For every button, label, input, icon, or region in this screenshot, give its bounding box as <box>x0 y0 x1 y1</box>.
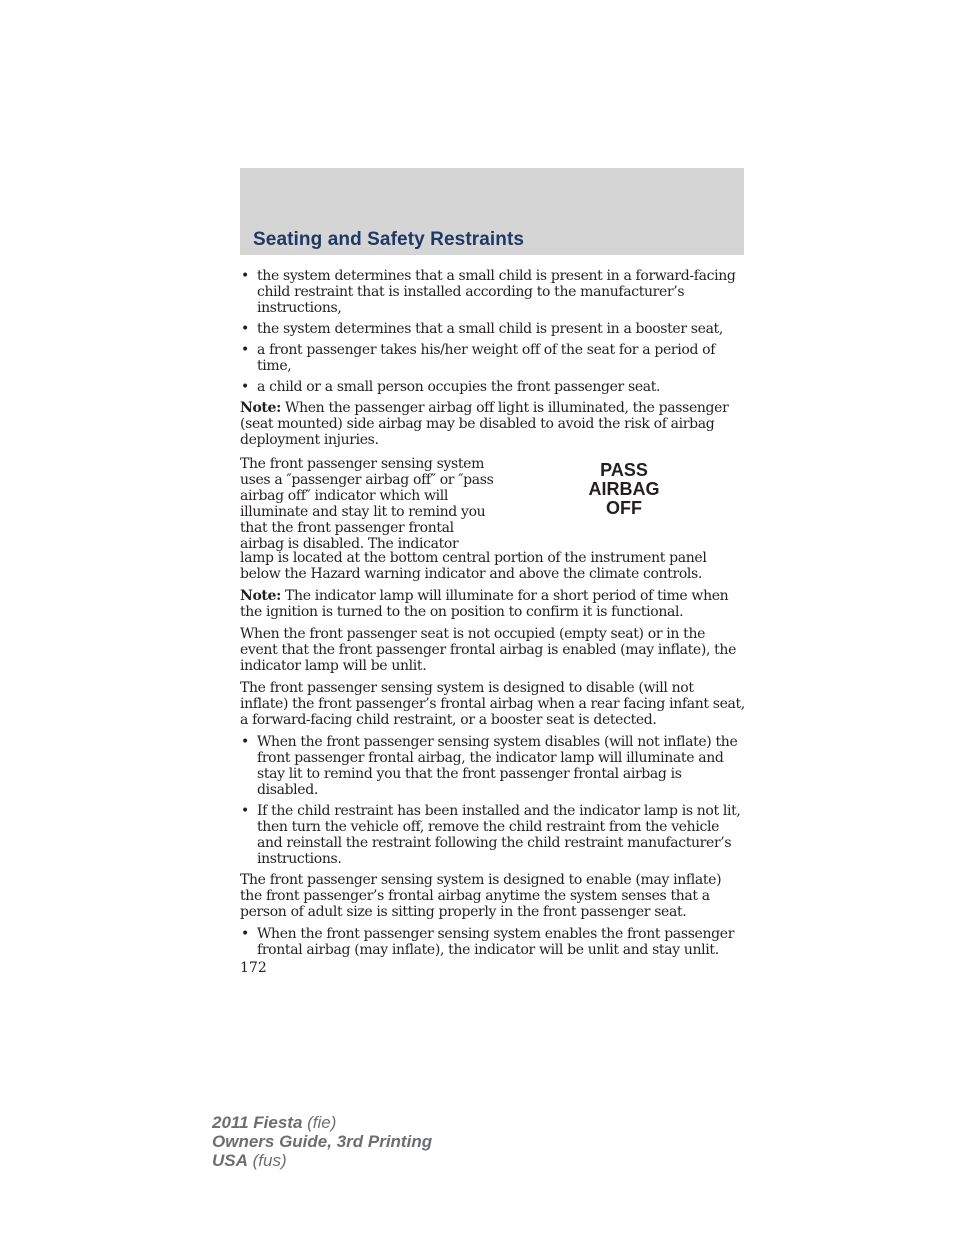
list-item <box>240 803 745 867</box>
footer-line-market <box>212 1151 432 1170</box>
bullet-icon: • <box>241 803 249 819</box>
indicator-description <box>240 456 745 582</box>
section-header-band <box>240 168 744 255</box>
footer-market-code: (fus) <box>247 1151 287 1170</box>
footer-imprint <box>212 1113 432 1170</box>
bullet-icon: • <box>241 734 249 750</box>
note-paragraph <box>240 588 745 620</box>
note-label: Note: <box>240 588 281 604</box>
list-item <box>240 379 745 395</box>
footer-market: USA <box>212 1151 248 1170</box>
pass-airbag-off-indicator-icon <box>580 461 668 518</box>
bullet-icon: • <box>241 342 249 358</box>
indicator-icon-line: OFF <box>606 498 642 518</box>
page-content <box>240 268 745 963</box>
list-item-text: If the child restraint has been installed and the indicator lamp is not lit, then turn the vehicle off, remove the child restraint from the vehicle and reinstall the restraint following the child restraint manufacturer’s instructions. <box>257 803 741 867</box>
footer-model: 2011 Fiesta <box>212 1113 303 1132</box>
bullet-icon: • <box>241 268 249 284</box>
list-item-text: When the front passenger sensing system disables (will not inflate) the front passenger frontal airbag, the indicator lamp will illuminate and stay lit to remind you that the front passenger frontal airbag is disabled. <box>257 734 738 798</box>
list-item <box>240 342 745 374</box>
list-item <box>240 321 745 337</box>
note-text: The indicator lamp will illuminate for a short period of time when the ignition is turned to the on position to confirm it is functional. <box>240 588 729 620</box>
list-item-text: When the front passenger sensing system enables the front passenger frontal airbag (may inflate), the indicator will be unlit and stay unlit. <box>257 926 735 958</box>
note-paragraph <box>240 400 745 448</box>
body-paragraph-disable: The front passenger sensing system is designed to disable (will not inflate) the front passenger’s frontal airbag when a rear facing infant seat, a forward-facing child restraint, or a booster seat is detected. <box>240 680 745 728</box>
list-item-text: a child or a small person occupies the front passenger seat. <box>257 379 661 395</box>
note-text: When the passenger airbag off light is illuminated, the passenger (seat mounted) side airbag may be disabled to avoid the risk of airbag deployment injuries. <box>240 400 729 448</box>
bullet-list-middle <box>240 734 745 867</box>
indicator-text-wrapped: The front passenger sensing system uses a ″passenger airbag off″ or ″pass airbag off″ indicator which will illuminate and stay lit to remind you that the front passenger frontal airbag is disabled. The indicator <box>240 456 494 552</box>
bullet-list-bottom <box>240 926 745 958</box>
indicator-icon-line: PASS <box>600 460 648 480</box>
indicator-icon-line: AIRBAG <box>588 479 660 499</box>
list-item <box>240 268 745 316</box>
list-item-text: the system determines that a small child is present in a booster seat, <box>257 321 723 337</box>
body-paragraph-unoccupied: When the front passenger seat is not occupied (empty seat) or in the event that the front passenger frontal airbag is enabled (may inflate), the indicator lamp will be unlit. <box>240 626 737 674</box>
indicator-text-rest: lamp is located at the bottom central portion of the instrument panel below the Hazard warning indicator and above the climate controls. <box>240 550 707 582</box>
page-number: 172 <box>240 960 267 976</box>
body-paragraph-enable: The front passenger sensing system is designed to enable (may inflate) the front passenger’s frontal airbag anytime the system senses that a person of adult size is sitting properly in the front passenger seat. <box>240 872 722 920</box>
bullet-icon: • <box>241 321 249 337</box>
footer-line-model <box>212 1113 432 1132</box>
bullet-list-top <box>240 268 745 395</box>
section-title: Seating and Safety Restraints <box>253 229 525 250</box>
bullet-icon: • <box>241 379 249 395</box>
footer-guide: Owners Guide, 3rd Printing <box>212 1132 433 1151</box>
list-item-text: the system determines that a small child is present in a forward-facing child restraint that is installed according to the manufacturer’s instructions, <box>257 268 736 316</box>
list-item-text: a front passenger takes his/her weight off of the seat for a period of time, <box>257 342 716 374</box>
list-item <box>240 734 745 798</box>
footer-model-code: (fie) <box>302 1113 337 1132</box>
list-item <box>240 926 745 958</box>
note-label: Note: <box>240 400 281 416</box>
bullet-icon: • <box>241 926 249 942</box>
